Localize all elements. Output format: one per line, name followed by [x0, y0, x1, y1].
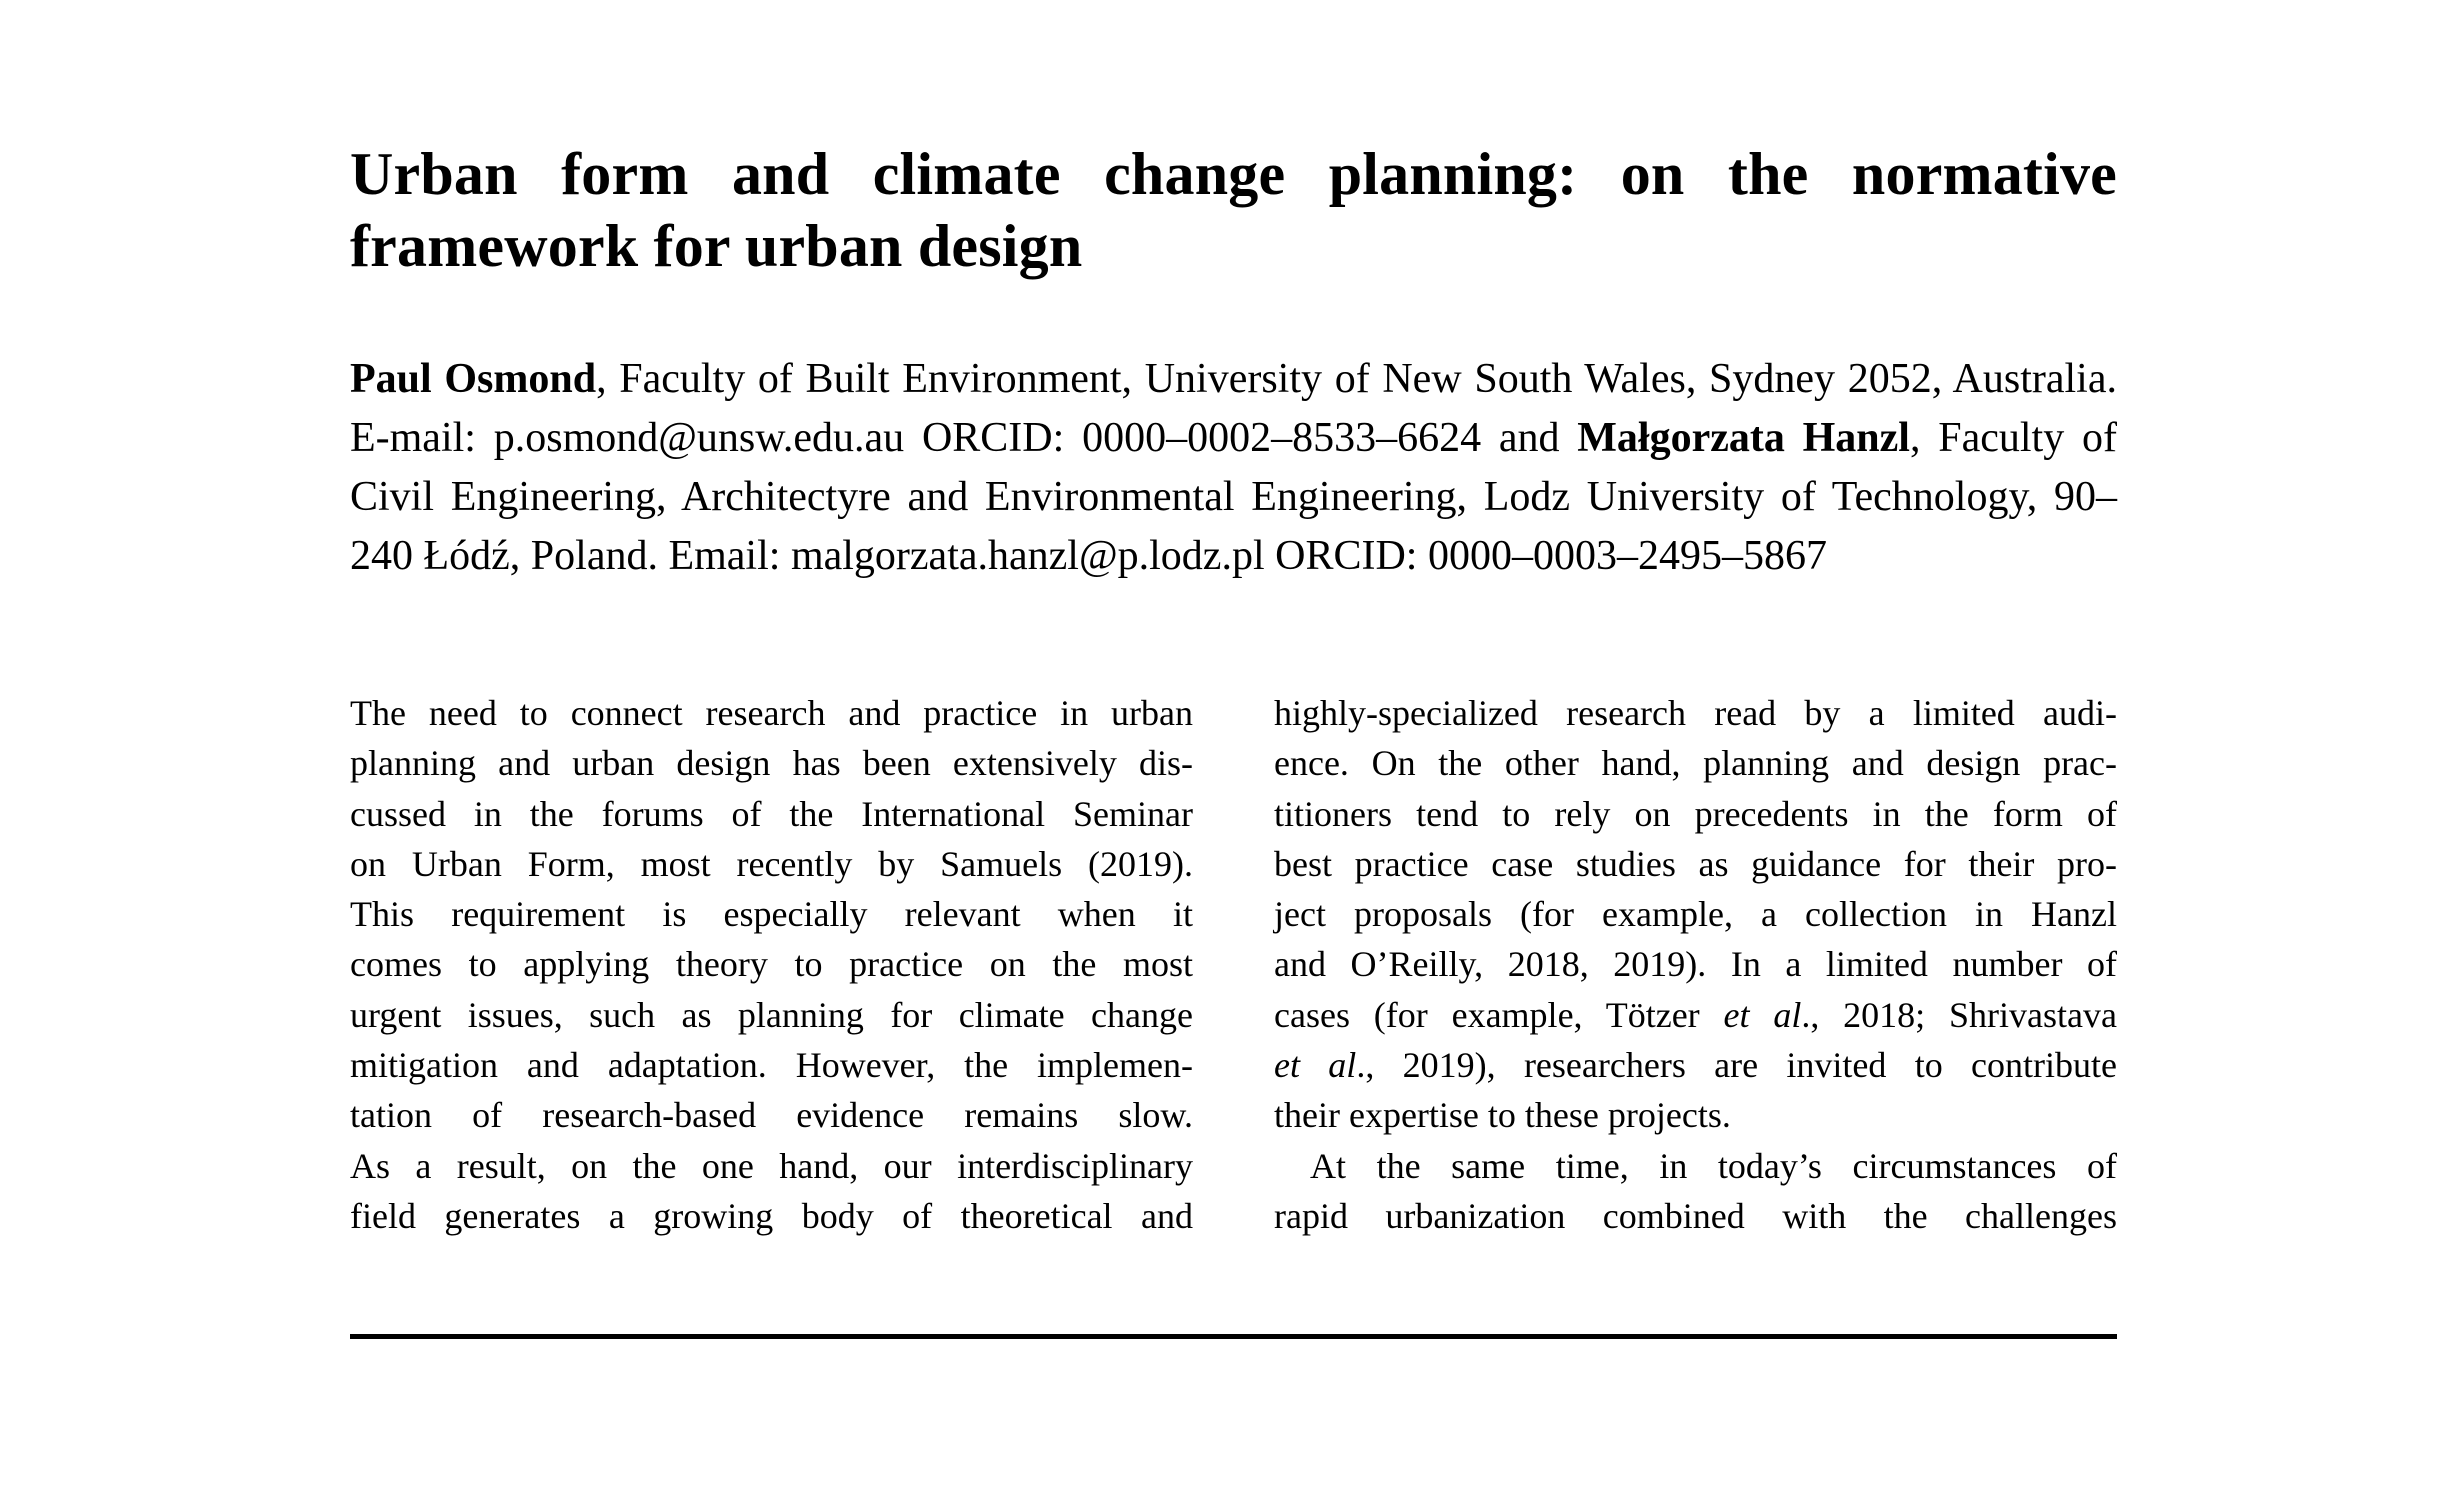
author-details-hanzl: , Faculty of Civil Engineering, Architectyre and Environmental Engineering, Lodz University of Technology, 90–240 Łódź, Poland. Email: malgorzata.hanzl@p.lodz.pl ORCID: 0000–0003–2495–5867 [350, 415, 2117, 579]
text-line: their expertise to these projects. [1274, 1095, 1731, 1136]
text-line: At the same time, in today’s circumstances of [1310, 1145, 2117, 1186]
text-line: The need to connect research and practice in urban [350, 693, 1193, 733]
italic-et-al: et al [1274, 1045, 1357, 1086]
text-line: best practice case studies as guidance for their pro- [1274, 843, 2117, 884]
text-line: rapid urbanization combined with the challenges [1274, 1195, 2117, 1236]
text-span: cases (for example, Tötzer [1274, 994, 1724, 1035]
paragraph-intro [350, 688, 1193, 1241]
body-column-right [1274, 688, 2117, 1241]
article-title: Urban form and climate change planning: on the normative framework for urban design [350, 141, 2117, 279]
text-line: cussed in the forums of the International Seminar [350, 793, 1193, 834]
text-line: comes to applying theory to practice on the most [350, 944, 1193, 985]
text-line: mitigation and adaptation. However, the implemen- [350, 1045, 1193, 1086]
text-line: on Urban Form, most recently by Samuels (2019). [350, 843, 1193, 884]
text-line [1274, 1040, 2117, 1090]
paragraph-second [1274, 1141, 2117, 1242]
text-line: and O’Reilly, 2018, 2019). In a limited number of [1274, 944, 2117, 985]
text-line: ence. On the other hand, planning and design prac- [1274, 743, 2117, 784]
paragraph-continued [1274, 688, 2117, 1141]
text-line: titioners tend to rely on precedents in the form of [1274, 793, 2117, 834]
text-line: highly-specialized research read by a limited audi- [1274, 693, 2117, 733]
italic-et-al: et al [1723, 994, 1802, 1035]
text-line: ject proposals (for example, a collection in Hanzl [1274, 894, 2117, 935]
text-line: field generates a growing body of theoretical and [350, 1195, 1193, 1236]
text-line: This requirement is especially relevant when it [350, 894, 1193, 935]
text-line [1274, 990, 2117, 1040]
author-details-osmond: , Faculty of Built Environment, University of New South Wales, Sydney 2052, Australia. E-mail: p.osmond@unsw.edu.au ORCID: 0000–0002–8533–6624 and [350, 356, 2117, 461]
text-span: ., 2019), researchers are invited to contribute [1356, 1045, 2118, 1086]
text-line: As a result, on the one hand, our interdisciplinary [350, 1145, 1193, 1186]
author-name-hanzl: Małgorzata Hanzl [1577, 415, 1910, 461]
body-column-left [350, 688, 1193, 1241]
text-span: ., 2018; Shrivastava [1801, 994, 2117, 1035]
author-block [350, 350, 2117, 586]
text-line: tation of research-based evidence remains slow. [350, 1095, 1193, 1136]
horizontal-rule [350, 1334, 2117, 1339]
text-line: planning and urban design has been extensively dis- [350, 743, 1193, 784]
text-line: urgent issues, such as planning for climate change [350, 994, 1193, 1035]
paper-page [350, 0, 2117, 1486]
author-name-osmond: Paul Osmond [350, 356, 597, 402]
